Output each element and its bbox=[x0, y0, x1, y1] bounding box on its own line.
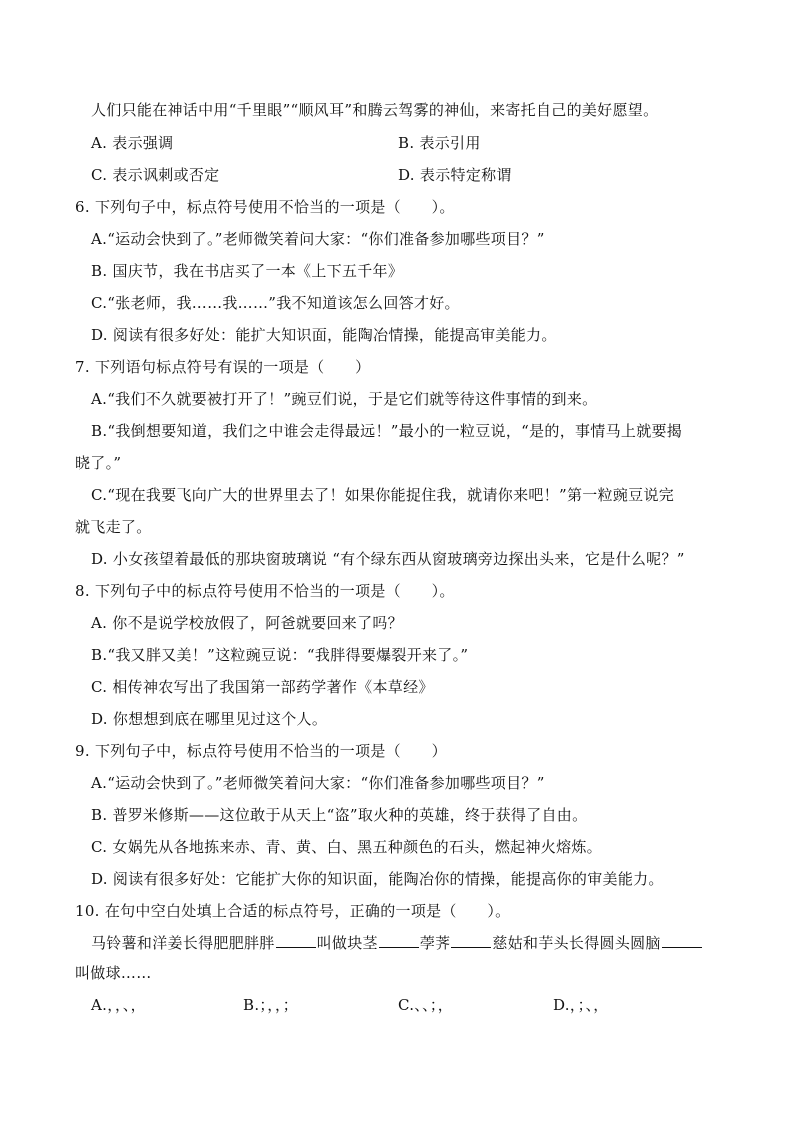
q10-stem: 10. 在句中空白处填上合适的标点符号，正确的一项是（ ）。 bbox=[75, 902, 511, 920]
q6-option-d[interactable]: D. 阅读有很多好处：能扩大知识面，能陶冶情操，能提高审美能力。 bbox=[91, 326, 557, 344]
q9-stem: 9. 下列句子中，标点符号使用不恰当的一项是（ ） bbox=[75, 742, 447, 760]
q10-option-c[interactable]: C.、、；， bbox=[398, 996, 454, 1014]
q7-option-a[interactable]: A.“我们不久就要被打开了！”豌豆们说，于是它们就等待这件事情的到来。 bbox=[91, 390, 598, 408]
q10-option-d[interactable]: D.，；、， bbox=[553, 996, 609, 1014]
q10-sentence-cont: 叫做球…… bbox=[75, 964, 152, 982]
q10-part-3: 荸荠 bbox=[419, 934, 451, 952]
q10-part-1: 马铃薯和洋姜长得肥肥胖胖 bbox=[91, 934, 275, 952]
q10-blank-4 bbox=[662, 933, 702, 948]
q10-part-4: 慈姑和芋头长得圆头圆脑 bbox=[492, 934, 661, 952]
q5-option-c[interactable]: C. 表示讽刺或否定 bbox=[91, 166, 220, 184]
q9-option-d[interactable]: D. 阅读有很多好处：它能扩大你的知识面，能陶冶你的情操，能提高你的审美能力。 bbox=[91, 870, 664, 888]
q5-option-a[interactable]: A. 表示强调 bbox=[91, 134, 174, 152]
q7-option-b-cont: 晓了。” bbox=[75, 454, 122, 472]
q7-option-c[interactable]: C.“现在我要飞向广大的世界里去了！如果你能捉住我，就请你来吧！”第一粒豌豆说完 bbox=[91, 486, 675, 504]
q6-option-c[interactable]: C.“张老师，我……我……”我不知道该怎么回答才好。 bbox=[91, 294, 460, 312]
q7-option-d[interactable]: D. 小女孩望着最低的那块窗玻璃说 “有个绿东西从窗玻璃旁边探出头来，它是什么呢？” bbox=[91, 550, 685, 568]
q6-option-a[interactable]: A.“运动会快到了。”老师微笑着问大家：“你们准备参加哪些项目？” bbox=[91, 230, 545, 248]
q10-blank-3 bbox=[451, 933, 491, 948]
q8-option-a[interactable]: A. 你不是说学校放假了，阿爸就要回来了吗？ bbox=[91, 614, 403, 632]
q10-option-b[interactable]: B.；，，； bbox=[243, 996, 299, 1014]
q7-option-b[interactable]: B.“我倒想要知道，我们之中谁会走得最远！”最小的一粒豆说，“是的，事情马上就要揭 bbox=[91, 422, 683, 440]
q8-option-d[interactable]: D. 你想想到底在哪里见过这个人。 bbox=[91, 710, 328, 728]
q8-option-b[interactable]: B.“我又胖又美！”这粒豌豆说：“我胖得要爆裂开来了。” bbox=[91, 646, 469, 664]
q10-option-a[interactable]: A.，，、， bbox=[91, 996, 146, 1014]
q10-part-2: 叫做块茎 bbox=[316, 934, 378, 952]
q5-option-b[interactable]: B. 表示引用 bbox=[398, 134, 481, 152]
q5-option-d[interactable]: D. 表示特定称谓 bbox=[398, 166, 512, 184]
q8-stem: 8. 下列句子中的标点符号使用不恰当的一项是（ ）。 bbox=[75, 582, 455, 600]
q7-stem: 7. 下列语句标点符号有误的一项是（ ） bbox=[75, 358, 371, 376]
q10-blank-1 bbox=[276, 933, 316, 948]
q5-stem-tail: 人们只能在神话中用“千里眼”“顺风耳”和腾云驾雾的神仙，来寄托自己的美好愿望。 bbox=[91, 101, 659, 119]
q6-stem: 6. 下列句子中，标点符号使用不恰当的一项是（ ）。 bbox=[75, 198, 455, 216]
q9-option-a[interactable]: A.“运动会快到了。”老师微笑着问大家：“你们准备参加哪些项目？” bbox=[91, 774, 545, 792]
q10-sentence bbox=[91, 933, 703, 953]
q10-blank-2 bbox=[379, 933, 419, 948]
q8-option-c[interactable]: C. 相传神农写出了我国第一部药学著作《本草经》 bbox=[91, 678, 434, 696]
q9-option-b[interactable]: B. 普罗米修斯——这位敢于从天上“盗”取火种的英雄，终于获得了自由。 bbox=[91, 806, 588, 824]
q6-option-b[interactable]: B. 国庆节，我在书店买了一本《上下五千年》 bbox=[91, 262, 404, 280]
q7-option-c-cont: 就飞走了。 bbox=[75, 518, 152, 536]
q9-option-c[interactable]: C. 女娲先从各地拣来赤、青、黄、白、黑五种颜色的石头，燃起神火熔炼。 bbox=[91, 838, 602, 856]
